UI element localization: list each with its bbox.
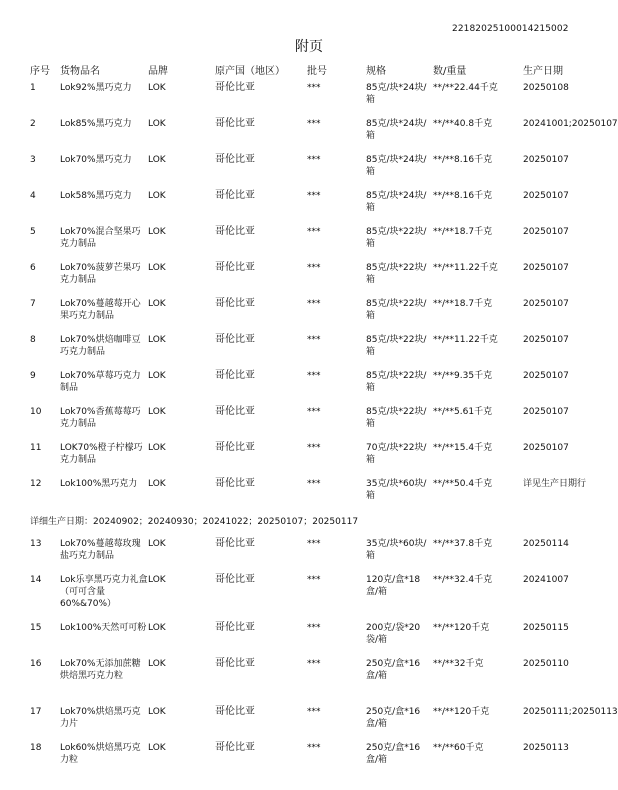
cell-serial: 9 (30, 371, 36, 381)
header-production-date: 生产日期 (523, 66, 563, 77)
cell-batch: *** (307, 479, 321, 489)
cell-brand: LOK (148, 707, 166, 717)
table-row (0, 742, 618, 776)
table-row (0, 370, 618, 404)
cell-origin: 哥伦比亚 (215, 658, 255, 669)
cell-quantity: **/**5.61千克 (433, 407, 493, 417)
header-batch: 批号 (307, 66, 327, 77)
table-row (0, 658, 618, 702)
header-goods-name: 货物品名 (60, 66, 100, 77)
cell-batch: *** (307, 575, 321, 585)
cell-production-date: 20250110 (523, 659, 569, 669)
cell-brand: LOK (148, 299, 166, 309)
table-row (0, 574, 618, 618)
cell-goods-name: Lok70%蔓越莓玫瑰盐巧克力制品 (60, 539, 141, 561)
cell-serial: 6 (30, 263, 36, 273)
cell-production-date: 20241007 (523, 575, 569, 585)
cell-goods-name: Lok70%蔓越莓开心果巧克力制品 (60, 299, 141, 321)
cell-production-date: 20250107 (523, 371, 569, 381)
cell-batch: *** (307, 707, 321, 717)
cell-goods-name: LOK70%橙子柠檬巧克力制品 (60, 443, 143, 465)
cell-quantity: **/**11.22千克 (433, 335, 498, 345)
cell-production-date: 详见生产日期行 (523, 479, 587, 489)
cell-quantity: **/**18.7千克 (433, 299, 493, 309)
cell-goods-name: Lok70%草莓巧克力制品 (60, 371, 141, 393)
cell-goods-name: Lok70%烘焙黑巧克力片 (60, 707, 141, 729)
header-spec: 规格 (366, 66, 386, 77)
cell-spec: 85克/块*22块/箱 (366, 227, 427, 249)
header-quantity: 数/重量 (433, 66, 467, 77)
cell-brand: LOK (148, 83, 166, 93)
cell-goods-name: Lok100%天然可可粉 (60, 623, 147, 633)
cell-goods-name: Lok70%香蕉莓莓巧克力制品 (60, 407, 141, 429)
table-row (0, 478, 618, 512)
cell-batch: *** (307, 539, 321, 549)
cell-origin: 哥伦比亚 (215, 370, 255, 381)
cell-serial: 16 (30, 659, 42, 669)
detail-production-dates-note: 详细生产日期：20240902；20240930；20241022；20250107；20250117 (30, 517, 359, 527)
cell-serial: 3 (30, 155, 36, 165)
cell-spec: 85克/块*24块/箱 (366, 119, 427, 141)
cell-origin: 哥伦比亚 (215, 622, 255, 633)
table-row (0, 538, 618, 572)
cell-spec: 35克/块*60块/箱 (366, 479, 427, 501)
cell-origin: 哥伦比亚 (215, 538, 255, 549)
cell-quantity: **/**120千克 (433, 623, 490, 633)
cell-origin: 哥伦比亚 (215, 82, 255, 93)
cell-goods-name: Lok100%黑巧克力 (60, 479, 138, 489)
cell-serial: 5 (30, 227, 36, 237)
cell-batch: *** (307, 659, 321, 669)
cell-production-date: 20250107 (523, 263, 569, 273)
cell-serial: 10 (30, 407, 42, 417)
cell-goods-name: Lok乐享黑巧克力礼盒（可可含量60%&70%） (60, 575, 148, 609)
table-row (0, 154, 618, 188)
header-brand: 品牌 (148, 66, 168, 77)
cell-spec: 85克/块*24块/箱 (366, 155, 427, 177)
cell-spec: 250克/盒*16盒/箱 (366, 743, 421, 765)
cell-brand: LOK (148, 539, 166, 549)
cell-batch: *** (307, 335, 321, 345)
cell-production-date: 20250107 (523, 155, 569, 165)
cell-origin: 哥伦比亚 (215, 742, 255, 753)
cell-goods-name: Lok60%烘焙黑巧克力粒 (60, 743, 141, 765)
cell-batch: *** (307, 299, 321, 309)
table-row (0, 622, 618, 656)
cell-quantity: **/**9.35千克 (433, 371, 493, 381)
cell-origin: 哥伦比亚 (215, 298, 255, 309)
header-origin: 原产国（地区） (215, 66, 285, 77)
cell-quantity: **/**60千克 (433, 743, 484, 753)
cell-goods-name: Lok70%菠萝芒果巧克力制品 (60, 263, 141, 285)
cell-origin: 哥伦比亚 (215, 262, 255, 273)
cell-serial: 14 (30, 575, 42, 585)
cell-production-date: 20250108 (523, 83, 569, 93)
cell-production-date: 20250111;20250113 (523, 707, 618, 717)
cell-brand: LOK (148, 191, 166, 201)
cell-spec: 85克/块*22块/箱 (366, 299, 427, 321)
cell-quantity: **/**32千克 (433, 659, 484, 669)
cell-batch: *** (307, 371, 321, 381)
cell-goods-name: Lok85%黑巧克力 (60, 119, 132, 129)
table-row (0, 226, 618, 260)
cell-batch: *** (307, 155, 321, 165)
cell-batch: *** (307, 407, 321, 417)
cell-brand: LOK (148, 623, 166, 633)
cell-origin: 哥伦比亚 (215, 478, 255, 489)
cell-spec: 85克/块*22块/箱 (366, 371, 427, 393)
cell-batch: *** (307, 263, 321, 273)
cell-goods-name: Lok92%黑巧克力 (60, 83, 132, 93)
cell-batch: *** (307, 119, 321, 129)
cell-goods-name: Lok70%黑巧克力 (60, 155, 132, 165)
cell-spec: 85克/块*22块/箱 (366, 263, 427, 285)
cell-serial: 7 (30, 299, 36, 309)
cell-serial: 17 (30, 707, 42, 717)
header-serial: 序号 (30, 66, 50, 77)
cell-production-date: 20250107 (523, 443, 569, 453)
cell-brand: LOK (148, 743, 166, 753)
cell-quantity: **/**40.8千克 (433, 119, 493, 129)
cell-spec: 250克/盒*16盒/箱 (366, 707, 421, 729)
cell-production-date: 20241001;20250107 (523, 119, 618, 129)
cell-serial: 18 (30, 743, 42, 753)
cell-quantity: **/**50.4千克 (433, 479, 493, 489)
cell-brand: LOK (148, 575, 166, 585)
cell-origin: 哥伦比亚 (215, 226, 255, 237)
cell-quantity: **/**8.16千克 (433, 191, 493, 201)
cell-origin: 哥伦比亚 (215, 190, 255, 201)
cell-serial: 4 (30, 191, 36, 201)
cell-quantity: **/**8.16千克 (433, 155, 493, 165)
cell-spec: 250克/盒*16盒/箱 (366, 659, 421, 681)
cell-quantity: **/**15.4千克 (433, 443, 493, 453)
cell-batch: *** (307, 227, 321, 237)
cell-serial: 2 (30, 119, 36, 129)
cell-origin: 哥伦比亚 (215, 118, 255, 129)
cell-goods-name: Lok58%黑巧克力 (60, 191, 132, 201)
cell-brand: LOK (148, 443, 166, 453)
cell-goods-name: Lok70%无添加蔗糖烘焙黑巧克力粒 (60, 659, 141, 681)
cell-quantity: **/**11.22千克 (433, 263, 498, 273)
table-row (0, 190, 618, 224)
cell-spec: 35克/块*60块/箱 (366, 539, 427, 561)
cell-batch: *** (307, 191, 321, 201)
cell-quantity: **/**22.44千克 (433, 83, 498, 93)
table-row (0, 706, 618, 740)
cell-production-date: 20250107 (523, 299, 569, 309)
cell-serial: 15 (30, 623, 42, 633)
cell-quantity: **/**37.8千克 (433, 539, 493, 549)
table-row (0, 298, 618, 332)
table-row (0, 334, 618, 368)
cell-production-date: 20250107 (523, 407, 569, 417)
cell-origin: 哥伦比亚 (215, 406, 255, 417)
page-title: 附页 (295, 39, 323, 55)
cell-quantity: **/**32.4千克 (433, 575, 493, 585)
cell-spec: 85克/块*22块/箱 (366, 407, 427, 429)
cell-brand: LOK (148, 371, 166, 381)
cell-serial: 12 (30, 479, 42, 489)
document-number: 22182025100014215002 (452, 24, 569, 34)
cell-serial: 8 (30, 335, 36, 345)
cell-quantity: **/**18.7千克 (433, 227, 493, 237)
cell-brand: LOK (148, 263, 166, 273)
cell-origin: 哥伦比亚 (215, 706, 255, 717)
cell-brand: LOK (148, 407, 166, 417)
table-row (0, 406, 618, 440)
cell-spec: 120克/盒*18盒/箱 (366, 575, 421, 597)
cell-production-date: 20250107 (523, 191, 569, 201)
cell-spec: 85克/块*24块/箱 (366, 191, 427, 213)
table-row (0, 262, 618, 296)
table-header (0, 62, 618, 76)
cell-spec: 200克/袋*20袋/箱 (366, 623, 421, 645)
cell-production-date: 20250113 (523, 743, 569, 753)
cell-production-date: 20250114 (523, 539, 569, 549)
cell-origin: 哥伦比亚 (215, 442, 255, 453)
cell-serial: 13 (30, 539, 42, 549)
table-row (0, 442, 618, 476)
cell-serial: 1 (30, 83, 36, 93)
cell-spec: 85克/块*22块/箱 (366, 335, 427, 357)
cell-goods-name: Lok70%烘焙咖啡豆巧克力制品 (60, 335, 141, 357)
table-row (0, 118, 618, 152)
cell-production-date: 20250107 (523, 335, 569, 345)
cell-brand: LOK (148, 227, 166, 237)
cell-origin: 哥伦比亚 (215, 154, 255, 165)
cell-brand: LOK (148, 155, 166, 165)
cell-brand: LOK (148, 119, 166, 129)
cell-origin: 哥伦比亚 (215, 574, 255, 585)
cell-brand: LOK (148, 659, 166, 669)
cell-batch: *** (307, 443, 321, 453)
cell-batch: *** (307, 743, 321, 753)
cell-batch: *** (307, 623, 321, 633)
cell-spec: 85克/块*24块/箱 (366, 83, 427, 105)
cell-brand: LOK (148, 479, 166, 489)
cell-serial: 11 (30, 443, 42, 453)
cell-production-date: 20250115 (523, 623, 569, 633)
cell-origin: 哥伦比亚 (215, 334, 255, 345)
table-row (0, 82, 618, 116)
cell-spec: 70克/块*22块/箱 (366, 443, 427, 465)
cell-production-date: 20250107 (523, 227, 569, 237)
cell-brand: LOK (148, 335, 166, 345)
cell-batch: *** (307, 83, 321, 93)
cell-quantity: **/**120千克 (433, 707, 490, 717)
cell-goods-name: Lok70%混合坚果巧克力制品 (60, 227, 141, 249)
